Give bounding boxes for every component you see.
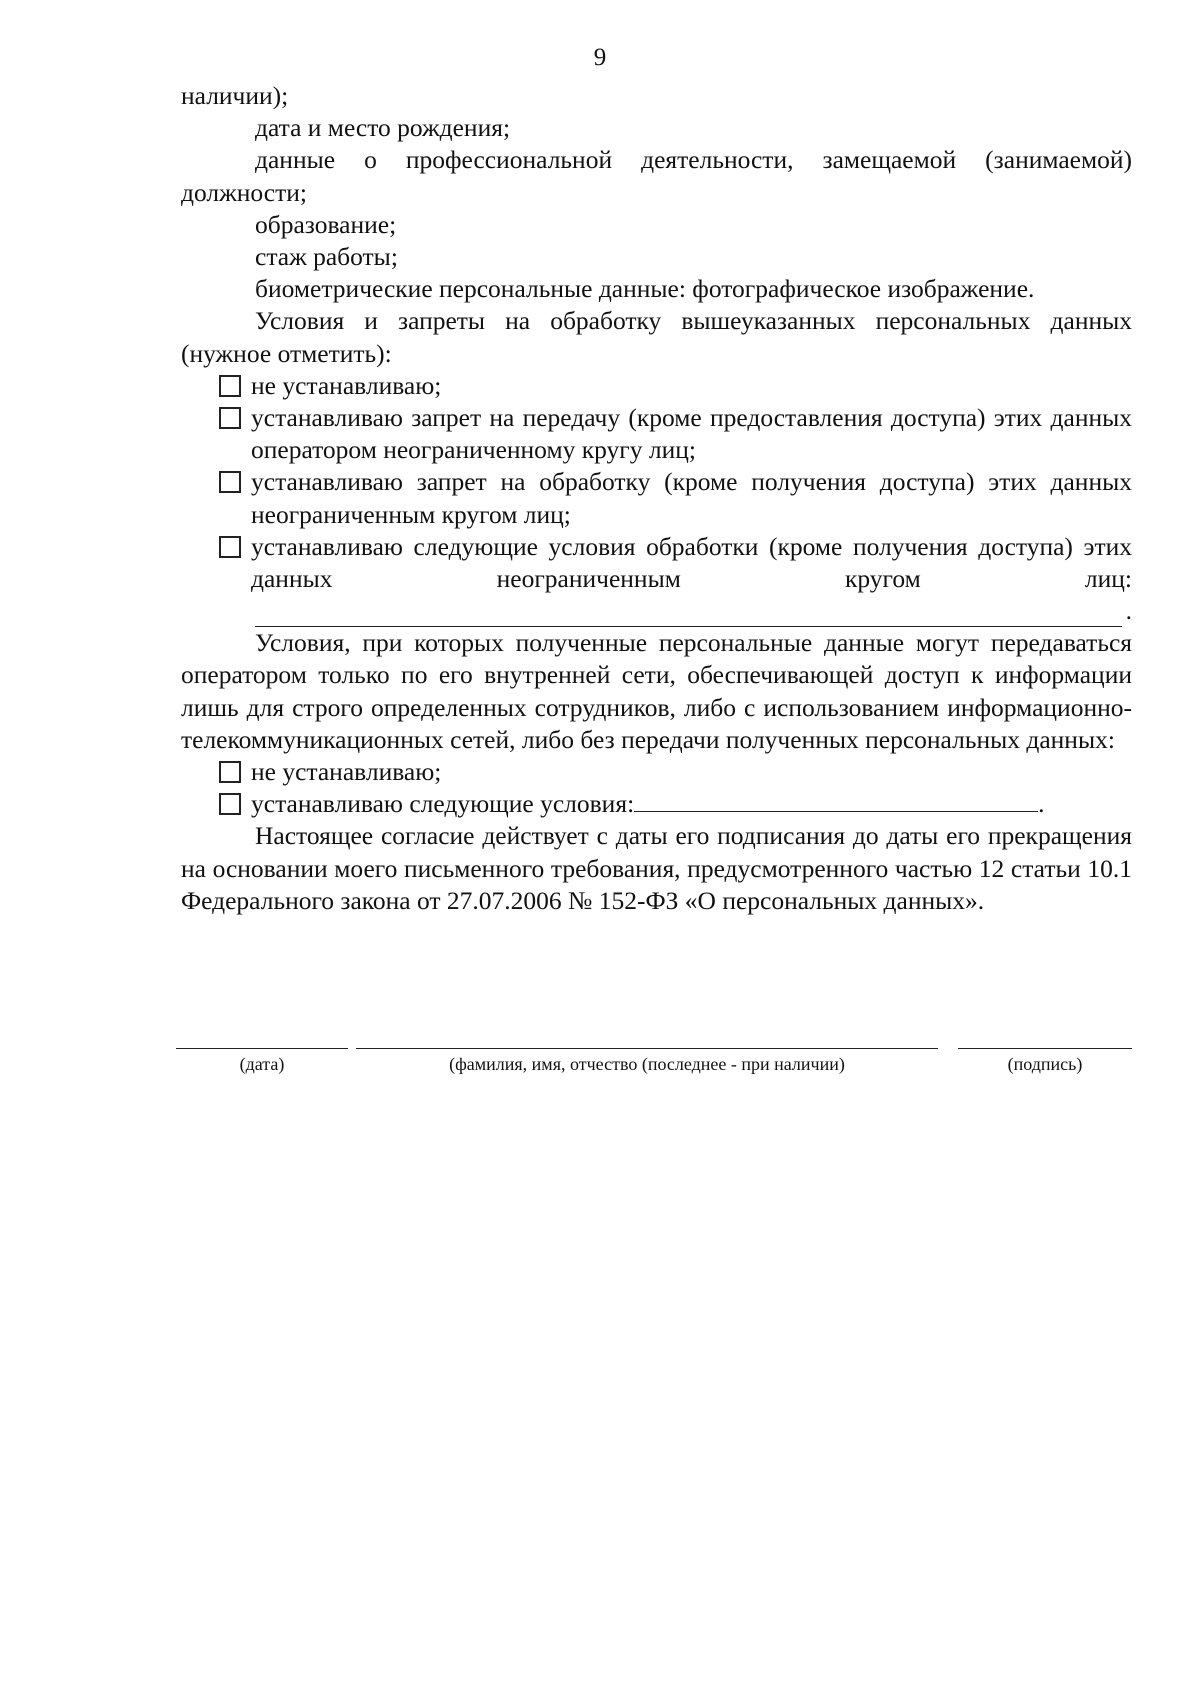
text-line: образование; bbox=[255, 209, 397, 239]
checkbox[interactable] bbox=[219, 407, 241, 429]
option-label: не устанавливаю; bbox=[251, 757, 442, 787]
text-paragraph: Настоящее согласие действует с даты его подписания до даты его прекращения на основании моего письменного требования, предусмотренного частью 12 статьи 10.1 Федерального закона от 27.07.2006 № 152-ФЗ «О персональных данных». bbox=[181, 821, 1132, 915]
signature-block bbox=[176, 1048, 1132, 1108]
document-body bbox=[181, 80, 1132, 917]
option-row bbox=[181, 788, 1132, 820]
date-caption: (дата) bbox=[239, 1054, 285, 1074]
option-label: устанавливаю запрет на передачу (кроме предоставления доступа) этих данных оператором неограниченному кругу лиц; bbox=[251, 403, 1132, 465]
signature-line[interactable] bbox=[958, 1048, 1132, 1049]
option-label: устанавливаю запрет на обработку (кроме получения доступа) этих данных неограниченным кругом лиц; bbox=[251, 467, 1132, 529]
text-line: наличии); bbox=[181, 81, 289, 110]
text-paragraph: Условия и запреты на обработку вышеуказанных персональных данных (нужное отметить): bbox=[181, 306, 1132, 368]
date-line[interactable] bbox=[176, 1048, 348, 1049]
option-row bbox=[181, 466, 1132, 530]
name-line[interactable] bbox=[356, 1048, 938, 1049]
text-line: биометрические персональные данные: фотографическое изображение. bbox=[255, 274, 1035, 304]
signature-caption: (подпись) bbox=[1007, 1054, 1083, 1074]
checkbox[interactable] bbox=[219, 375, 241, 397]
checkbox[interactable] bbox=[219, 761, 241, 783]
option-row bbox=[181, 531, 1132, 595]
fill-in-line[interactable] bbox=[255, 595, 1132, 627]
option-label: не устанавливаю; bbox=[251, 370, 442, 400]
option-label: устанавливаю следующие условия: bbox=[251, 789, 635, 819]
text-line: стаж работы; bbox=[255, 242, 398, 272]
option-row bbox=[181, 370, 1132, 402]
checkbox[interactable] bbox=[219, 471, 241, 493]
text-paragraph: Условия, при которых полученные персональные данные могут передаваться оператором только по его внутренней сети, обеспечивающей доступ к информации лишь для строго определенных сотрудников, либо с использованием информационно-телекоммуникационных сетей, либо без передачи полученных персональных данных: bbox=[181, 628, 1132, 754]
option-label-with-fill bbox=[251, 788, 1132, 820]
option-row bbox=[181, 402, 1132, 466]
page-number: 9 bbox=[593, 44, 607, 71]
line-end-period: . bbox=[1125, 596, 1132, 626]
checkbox[interactable] bbox=[219, 793, 241, 815]
blank-underline[interactable] bbox=[255, 602, 1122, 627]
name-caption: (фамилия, имя, отчество (последнее - при наличии) bbox=[449, 1054, 845, 1074]
blank-underline[interactable] bbox=[634, 789, 1038, 812]
checkbox[interactable] bbox=[219, 536, 241, 558]
option-label: устанавливаю следующие условия обработки (кроме получения доступа) этих данных неограниченным кругом лиц: bbox=[251, 531, 1132, 594]
text-line: дата и место рождения; bbox=[255, 113, 511, 143]
option-row bbox=[181, 756, 1132, 788]
text-paragraph: данные о профессиональной деятельности, замещаемой (занимаемой) должности; bbox=[181, 145, 1132, 207]
line-end-period: . bbox=[1038, 789, 1045, 819]
